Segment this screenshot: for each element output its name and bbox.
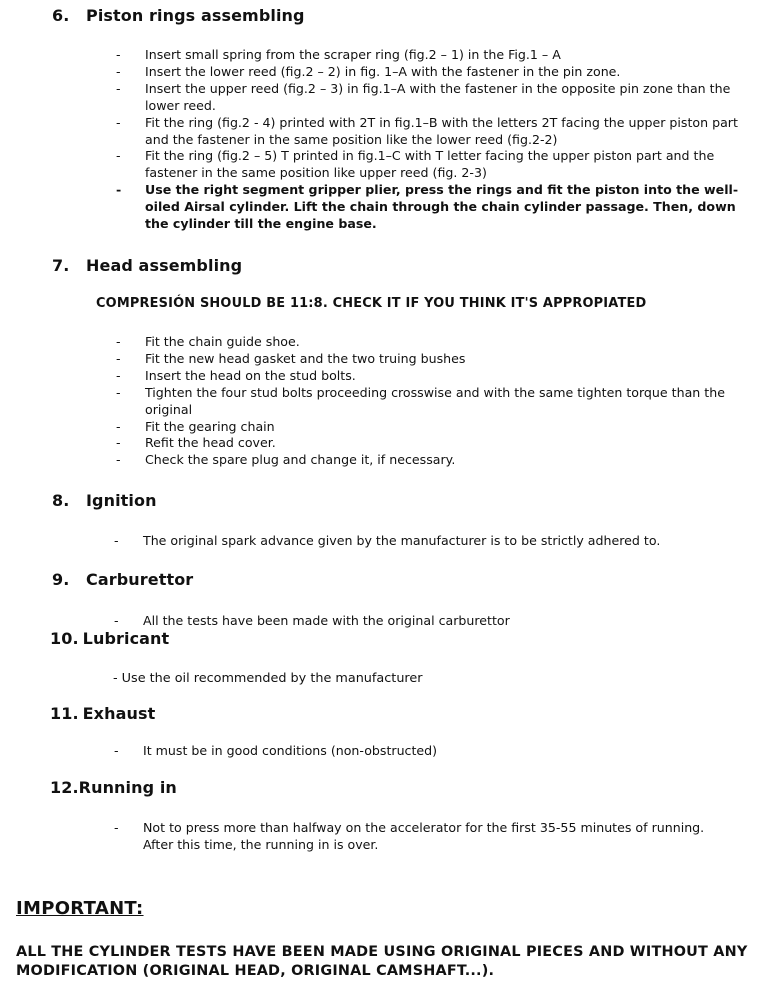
section-12-heading [50,778,177,797]
list-item: - Fit the ring (fig.2 – 5) T printed in fig.1–C with T letter facing the upper piston part and the fastener in the same position like upper reed (fig. 2-3) [116,148,761,182]
section-title: Lubricant [82,629,170,648]
section-title: Carburettor [86,570,194,589]
section-number: 8. [52,491,70,510]
list-item: - The original spark advance given by the manufacturer is to be strictly adhered to. [114,533,754,550]
list-item: - Insert the lower reed (fig.2 – 2) in fig. 1–A with the fastener in the pin zone. [116,64,761,81]
list-item: - Fit the new head gasket and the two truing bushes [116,351,746,368]
compression-note: COMPRESIÓN SHOULD BE 11:8. CHECK IT IF YOU THINK IT'S APPROPIATED [96,296,647,311]
section-title: Exhaust [82,704,156,723]
list-item: - Not to press more than halfway on the accelerator for the first 35-55 minutes of running. After this time, the running in is over. [114,820,724,854]
list-item: - Insert small spring from the scraper ring (fig.2 – 1) in the Fig.1 – A [116,47,761,64]
section-number: 6. [52,6,70,25]
important-heading: IMPORTANT: [16,898,144,919]
section-10-heading [50,629,169,648]
section-7-heading [52,256,242,275]
section-9-list [114,613,754,630]
section-12-list [114,820,724,854]
section-title: Piston rings assembling [86,6,305,25]
list-item: - Fit the ring (fig.2 - 4) printed with 2T in fig.1–B with the letters 2T facing the upper piston part and the fastener in the same position like the lower reed (fig.2-2) [116,115,761,149]
important-statement: ALL THE CYLINDER TESTS HAVE BEEN MADE USING ORIGINAL PIECES AND WITHOUT ANY MODIFICATION (ORIGINAL HEAD, ORIGINAL CAMSHAFT...). [16,944,748,979]
list-item: - Fit the chain guide shoe. [116,334,746,351]
section-8-list [114,533,754,550]
list-item: - Use the right segment gripper plier, press the rings and fit the piston into the well-oiled Airsal cylinder. Lift the chain through the chain cylinder passage. Then, down the cylinder till the engine base. [116,182,761,233]
section-8-heading [52,491,157,510]
section-11-list [114,743,754,760]
section-number: 10. [50,629,79,648]
section-number: 9. [52,570,70,589]
section-6-list [116,47,761,233]
list-item: - It must be in good conditions (non-obstructed) [114,743,754,760]
section-11-heading [50,704,155,723]
section-10-text: - Use the oil recommended by the manufacturer [113,671,423,686]
section-title: Ignition [86,491,157,510]
list-item: - Check the spare plug and change it, if necessary. [116,452,746,469]
section-title: Running in [78,778,177,797]
section-6-heading [52,6,305,25]
list-item: - Fit the gearing chain [116,419,746,436]
section-number: 11. [50,704,79,723]
section-number: 7. [52,256,70,275]
section-number: 12. [50,778,79,797]
section-9-heading [52,570,193,589]
list-item: - Refit the head cover. [116,435,746,452]
list-item: - Insert the head on the stud bolts. [116,368,746,385]
section-title: Head assembling [86,256,243,275]
section-7-list [116,334,746,469]
list-item: - Tighten the four stud bolts proceeding crosswise and with the same tighten torque than the original [116,385,746,419]
list-item: - All the tests have been made with the original carburettor [114,613,754,630]
list-item: - Insert the upper reed (fig.2 – 3) in fig.1–A with the fastener in the opposite pin zone than the lower reed. [116,81,761,115]
